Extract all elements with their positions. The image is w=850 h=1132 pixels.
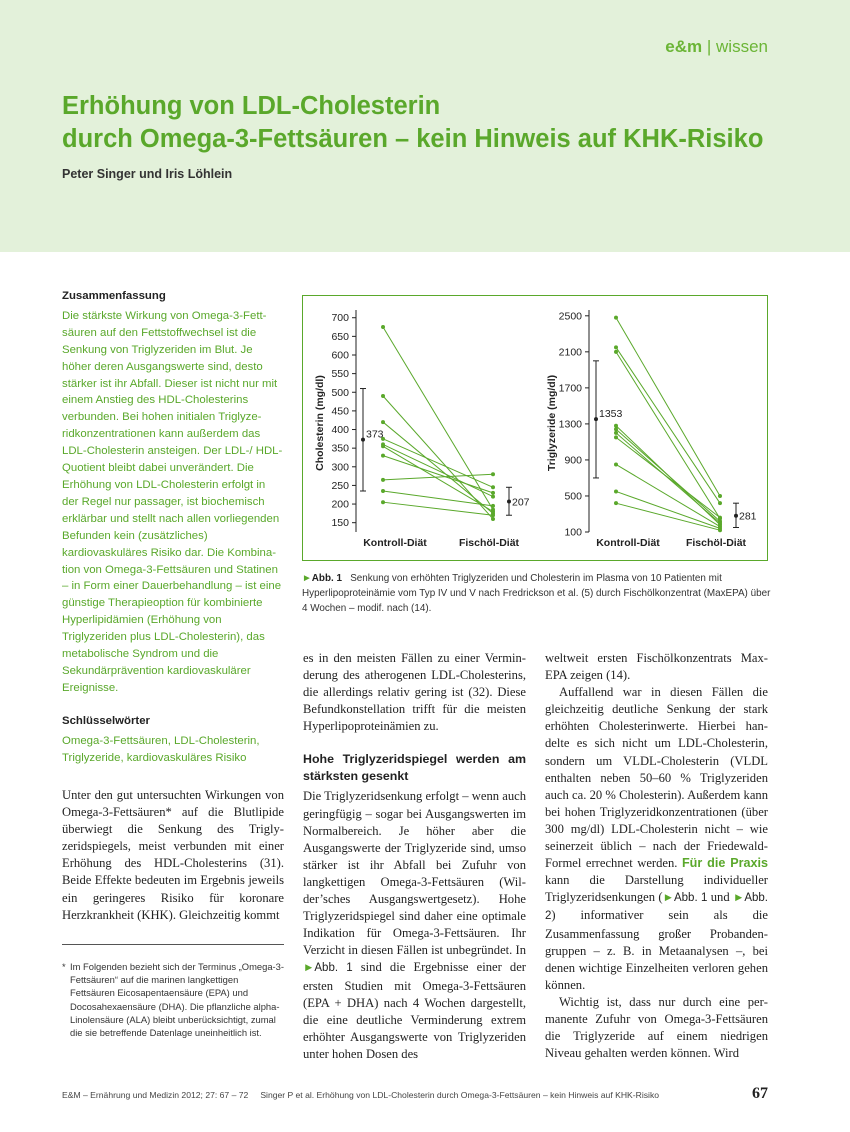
keywords-text: Omega-3-Fettsäuren, LDL-Cholesterin, Triglyzeride, kardiovaskuläres Risiko	[62, 734, 260, 764]
footer-citation: E&M – Ernährung und Medizin 2012; 27: 67 – 72 Singer P et al. Erhöhung von LDL-Cholesterin durch Omega-3-Fettsäuren – kein Hinweis auf KHK-Risiko	[62, 1090, 660, 1100]
series-line	[383, 456, 493, 493]
x-category-label: Kontroll-Diät	[363, 537, 427, 549]
data-point	[381, 500, 385, 504]
data-point	[614, 350, 618, 354]
mean-label: 1353	[599, 408, 623, 421]
data-point	[614, 501, 618, 505]
paragraph: es in den meisten Fällen zu einer Verminderung des atherogenen LDL-Cholesterins, die allerdings relativ gering ist (32). Diese Befundkonstellation trifft für die meisten Hyperlipoproteinämien zu.	[303, 651, 526, 734]
series-line	[383, 422, 493, 513]
figure-ref-link[interactable]: Abb. 2	[545, 892, 768, 923]
y-axis-label: Cholesterin (mg/dl)	[314, 375, 326, 471]
y-tick-label: 900	[564, 454, 582, 467]
y-tick-label: 450	[331, 405, 349, 418]
data-point	[718, 516, 722, 520]
mean-point	[594, 417, 598, 421]
data-point	[381, 420, 385, 424]
data-point	[381, 394, 385, 398]
series-line	[616, 437, 720, 517]
footnote-marker: *	[62, 961, 66, 972]
y-tick-label: 200	[331, 498, 349, 511]
figure-1	[302, 295, 768, 561]
paragraph: Auffallend war in diesen Fällen die gleichzeitig deutliche Senkung der stark erhöhten Cholesterinwerte. Hierbei handelte es sich nicht um LDL-Cholesterin, sondern um VLDL-Cholesterin (VLDL enthalten neben 50–60 % Triglyzeriden auch ca. 20 % Cholesterin). Außerdem kann bei hohen Triglyzeridkonzentrationen (über 300 mg/dl) LDL-Cholesterin nicht – wie seinerzeit üblich – nach der Friedewald-Formel errechnet werden. Für die Praxis kann die Darstellung individueller Triglyzeridsenkungen (►Abb. 1 und ►Abb. 2) informativer sein als die Zusammenfassung großer Probandengruppen – z. B. in Metaanalysen –, bei denen wichtige Einzelheiten verloren gehen können.	[545, 685, 769, 992]
data-point	[614, 462, 618, 466]
section-heading: Hohe Triglyzeridspiegel werden am stärksten gesenkt	[303, 752, 526, 784]
figure-caption	[302, 572, 772, 616]
mean-label: 373	[366, 428, 384, 441]
series-line	[383, 396, 493, 519]
series-line	[383, 327, 493, 510]
page-number: 67	[752, 1085, 768, 1102]
paragraph: weltweit ersten Fischölkonzentrats MaxEPA zeigen (14).	[545, 651, 768, 683]
body-column-3	[545, 650, 768, 1062]
mean-point	[507, 499, 511, 503]
y-tick-label: 1700	[558, 382, 582, 395]
y-tick-label: 250	[331, 479, 349, 492]
abstract-heading: Zusammenfassung	[62, 290, 166, 302]
series-line	[383, 439, 493, 487]
series-line	[616, 464, 720, 526]
data-point	[381, 444, 385, 448]
y-tick-label: 650	[331, 330, 349, 343]
footnote-rule	[62, 944, 284, 945]
data-point	[614, 316, 618, 320]
data-point	[381, 489, 385, 493]
series-line	[616, 347, 720, 503]
body-column-2	[303, 650, 526, 1063]
figure-1-charts	[303, 296, 767, 560]
data-point	[614, 435, 618, 439]
article-title	[62, 90, 822, 156]
body-column-1	[62, 787, 284, 924]
title-line-1: Erhöhung von LDL-Cholesterin	[62, 92, 441, 120]
arrow-icon: ►	[303, 962, 315, 975]
data-point	[614, 345, 618, 349]
data-point	[491, 485, 495, 489]
x-category-label: Kontroll-Diät	[596, 537, 660, 549]
data-point	[718, 494, 722, 498]
mean-label: 207	[512, 496, 530, 509]
figure-label: Abb. 1	[311, 573, 342, 584]
data-point	[614, 489, 618, 493]
mean-point	[361, 438, 365, 442]
abstract	[62, 288, 284, 766]
y-tick-label: 350	[331, 442, 349, 455]
arrow-icon: ►	[302, 573, 312, 584]
mean-point	[734, 514, 738, 518]
data-point	[491, 513, 495, 517]
y-tick-label: 500	[331, 386, 349, 399]
y-tick-label: 2500	[558, 310, 582, 323]
data-point	[491, 510, 495, 514]
y-tick-label: 300	[331, 461, 349, 474]
data-point	[614, 427, 618, 431]
praxis-highlight: Für die Praxis	[681, 856, 769, 871]
header-band	[0, 0, 850, 252]
data-point	[381, 325, 385, 329]
abstract-text: Die stärkste Wirkung von Omega-3-Fettsäuren auf den Fettstoffwechsel ist die Senkung von Triglyzeriden im Blut. Je höher deren Ausgangswerte sind, desto stärker ist ihr Abfall. Dieser ist nicht nur mit einem Anstieg des HDL-Cholesterins verbunden. Bei hohen initialen Triglyzeridkonzentrationen kann außerdem das LDL-Cholesterin ansteigen. Der LDL-/ HDL-Quotient bleibt dabei unverändert. Die Erhöhung von LDL-Cholesterin erfolgt in der Regel nur passager, ist biochemisch erklärbar und stellt nach allen vorliegenden Befunden kein (zusätzliches) kardiovaskuläres Risiko dar. Die Kombination von Omega-3-Fettsäuren und Statinen – in Form einer Dauerbehandlung – ist eine günstige Therapieoption für kombinierte Hyperlipidämien (Erhöhung von Triglyzeriden plus LDL-Cholesterin), das metabolische Syndrom und die Sekundärprävention kardiovaskulärer Ereignisse.	[62, 309, 283, 694]
data-point	[718, 521, 722, 525]
data-point	[491, 517, 495, 521]
series-line	[616, 318, 720, 496]
y-tick-label: 600	[331, 349, 349, 362]
caption-text: Senkung von erhöhten Triglyzeriden und Cholesterin im Plasma von 10 Patienten mit Hyperlipoproteinämie vom Typ IV und V nach Fredrickson et al. (5) durch Fischölkonzentrat (MaxEPA) über 4 Wochen – modif. nach (14).	[302, 573, 771, 614]
x-category-label: Fischöl-Diät	[685, 537, 747, 549]
arrow-icon: ►	[662, 892, 674, 905]
journal-brand: e&m | wissen	[665, 37, 768, 56]
y-tick-label: 100	[564, 526, 582, 539]
data-point	[491, 491, 495, 495]
y-tick-label: 700	[331, 312, 349, 325]
footnote-text: Im Folgenden bezieht sich der Terminus „Omega-3-Fettsäuren“ auf die marinen langkettigen Fettsäuren Eicosapentaensäure (EPA) und Docosahexaensäure (DHA). Die pflanzliche alpha-Linolensäure (ALA) bleibt unberücksichtigt, zumal die sie betreffende Datenlage uneinheitlich ist.	[70, 961, 284, 1039]
paragraph: Die Triglyzeridsenkung erfolgt – wenn auch geringfügig – sogar bei Ausgangswerten im Normalbereich. Je höher aber die Ausgangswerte der Triglyzeride sind, umso stärker ist ihr Abfall bei Zufuhr von langkettigen Omega-3-Fettsäuren (Wilder’sches Ausgangswertgesetz). Hohe Triglyzeridspiegel sind daher eine optimale Indikation für Omega-3-Fettsäuren. Ihr Verzicht in diesen Fällen ist unbegründet. In ►Abb. 1 sind die Ergebnisse einer der ersten Studien mit Omega-3-Fettsäuren (EPA + DHA) nach 4 Wochen dargestellt, die eine deutliche Verminderung extrem erhöhter Ausgangswerte von Triglyzeriden unter hohen Dosen des	[303, 789, 527, 1061]
y-tick-label: 500	[564, 490, 582, 503]
y-tick-label: 1300	[558, 418, 582, 431]
y-tick-label: 150	[331, 517, 349, 530]
x-category-label: Fischöl-Diät	[458, 537, 520, 549]
data-point	[491, 495, 495, 499]
data-point	[381, 454, 385, 458]
data-point	[718, 528, 722, 532]
data-point	[718, 501, 722, 505]
arrow-icon: ►	[732, 892, 745, 905]
data-point	[614, 424, 618, 428]
figure-ref-link[interactable]: Abb. 1	[673, 892, 708, 905]
y-tick-label: 550	[331, 368, 349, 381]
figure-ref-link[interactable]: Abb. 1	[314, 962, 353, 975]
footnote	[62, 960, 284, 1039]
series-line	[616, 352, 720, 519]
y-axis-label: Triglyzeride (mg/dl)	[546, 374, 558, 472]
authors: Peter Singer und Iris Löhlein	[62, 167, 233, 181]
data-point	[491, 504, 495, 508]
title-line-2: durch Omega-3-Fettsäuren – kein Hinweis auf KHK-Risiko	[62, 125, 764, 153]
y-tick-label: 2100	[558, 346, 582, 359]
paragraph: Wichtig ist, dass nur durch eine permanente Zufuhr von Omega-3-Fettsäuren die Triglyzeride auf einem niedrigen Niveau gehalten werden können. Wird	[545, 994, 768, 1061]
keywords-heading: Schlüsselwörter	[62, 714, 150, 727]
y-tick-label: 400	[331, 424, 349, 437]
data-point	[491, 472, 495, 476]
mean-label: 281	[739, 510, 757, 523]
data-point	[381, 478, 385, 482]
data-point	[614, 431, 618, 435]
paragraph: Unter den gut untersuchten Wirkungen von Omega-3-Fettsäuren* auf die Blutlipide überwiegt die Senkung des Triglyzeridspiegels, meist verbunden mit einer Erhöhung des HDL-Cholesterins (31). Beide Effekte bedeuten im Ergebnis jeweils ein geringeres Risiko für koronare Herzkrankheit (KHK). Gleichzeitig kommt	[62, 788, 284, 922]
series-line	[383, 444, 493, 496]
